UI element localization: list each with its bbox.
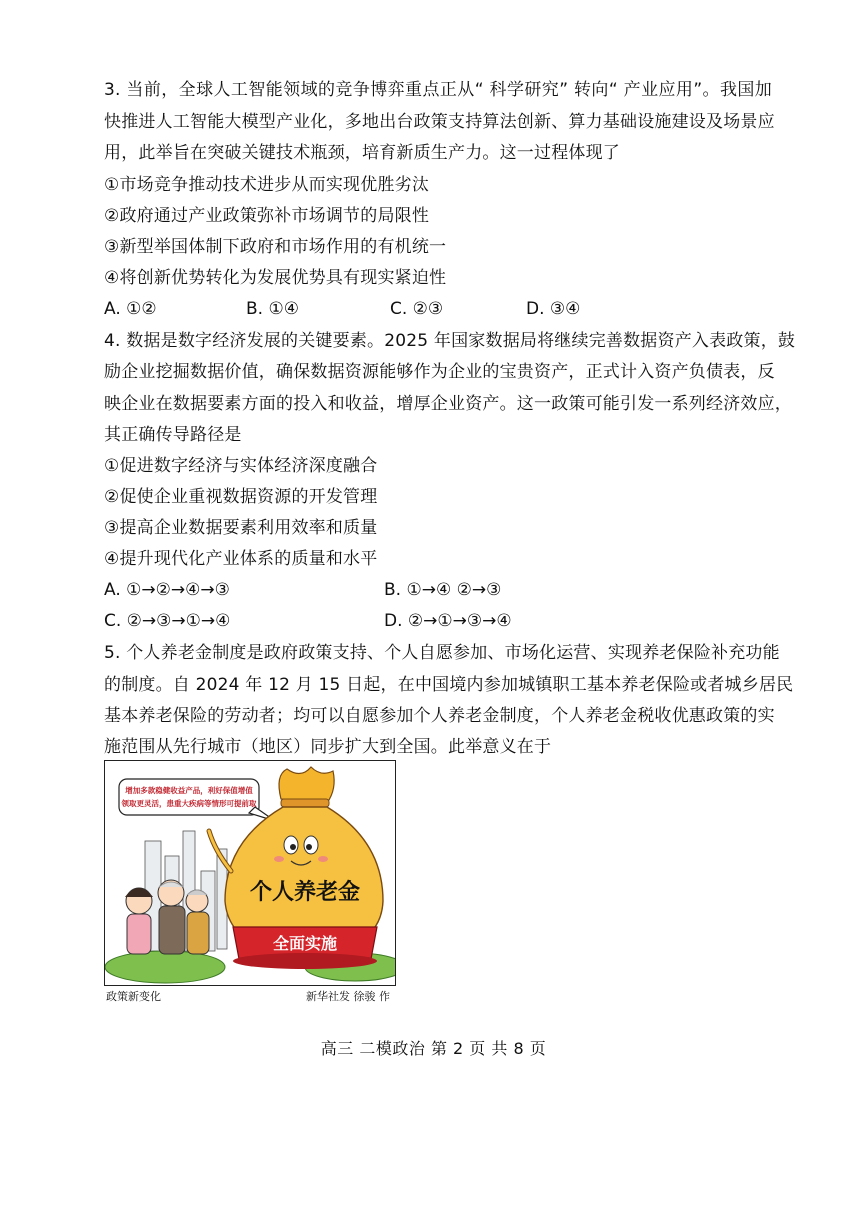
q4-option-d: D. ②→①→③→④: [384, 611, 512, 631]
people: [125, 880, 209, 954]
q4-item-2: ②促使企业重视数据资源的开发管理: [104, 487, 378, 507]
q5-stem-line-2: 的制度。自 2024 年 12 月 15 日起，在中国境内参加城镇职工基本养老保险或者城乡居民: [104, 675, 794, 695]
q4-stem-line-2: 励企业挖掘数据价值，确保数据资源能够作为企业的宝贵资产，正式计入资产负债表，反: [104, 362, 775, 382]
q4-stem-line-1: 4. 数据是数字经济发展的关键要素。2025 年国家数据局将继续完善数据资产入表政策，鼓: [104, 331, 796, 351]
q4-item-1: ①促进数字经济与实体经济深度融合: [104, 456, 378, 476]
sign-label: 全面实施: [272, 934, 338, 953]
q3-item-1: ①市场竞争推动技术进步从而实现优胜劣汰: [104, 175, 430, 195]
q4-item-3: ③提高企业数据要素利用效率和质量: [104, 518, 378, 538]
q3-stem-line-2: 快推进人工智能大模型产业化，多地出台政策支持算法创新、算力基础设施建设及场景应: [104, 112, 775, 132]
q3-item-3: ③新型举国体制下政府和市场作用的有机统一: [104, 237, 447, 257]
bubble-line-1: 增加多款稳健收益产品，利好保值增值: [125, 786, 253, 795]
q3-item-2: ②政府通过产业政策弥补市场调节的局限性: [104, 206, 430, 226]
q3-option-d: D. ③④: [526, 299, 581, 319]
q4-stem-line-3: 映企业在数据要素方面的投入和收益，增厚企业资产。这一政策可能引发一系列经济效应，: [104, 394, 792, 414]
q4-option-c: C. ②→③→①→④: [104, 611, 231, 631]
q3-option-a: A. ①②: [104, 299, 157, 319]
q5-stem-line-1: 5. 个人养老金制度是政府政策支持、个人自愿参加、市场化运营、实现养老保险补充功能: [104, 643, 780, 663]
page-footer: 高三 二模政治 第 2 页 共 8 页: [320, 1039, 547, 1058]
q4-option-a: A. ①→②→④→③: [104, 580, 230, 600]
q3-option-b: B. ①④: [246, 299, 299, 319]
q4-option-b: B. ①→④ ②→③: [384, 580, 502, 600]
cartoon-caption-right: 新华社发 徐骏 作: [306, 990, 390, 1003]
bubble-line-2: 领取更灵活，患重大疾病等情形可提前取: [121, 799, 257, 808]
q5-stem-line-3: 基本养老保险的劳动者；均可以自愿参加个人养老金制度，个人养老金税收优惠政策的实: [104, 706, 775, 726]
q3-option-c: C. ②③: [390, 299, 444, 319]
q3-stem-line-1: 3. 当前，全球人工智能领域的竞争博弈重点正从“ 科学研究” 转向“ 产业应用”。我国加: [104, 80, 772, 100]
speech-bubble: [119, 779, 275, 821]
q4-item-4: ④提升现代化产业体系的质量和水平: [104, 549, 378, 569]
q4-stem-line-4: 其正确传导路径是: [104, 425, 242, 445]
q3-item-4: ④将创新优势转化为发展优势具有现实紧迫性: [104, 268, 447, 288]
q3-stem-line-3: 用，此举旨在突破关键技术瓶颈，培育新质生产力。这一过程体现了: [104, 143, 620, 163]
bag-label: 个人养老金: [249, 880, 361, 905]
cartoon-illustration: [105, 761, 396, 986]
pension-cartoon: [104, 760, 396, 986]
q5-stem-line-4: 施范围从先行城市（地区）同步扩大到全国。此举意义在于: [104, 737, 552, 757]
red-sign: [233, 927, 377, 969]
cartoon-caption-left: 政策新变化: [106, 990, 161, 1003]
